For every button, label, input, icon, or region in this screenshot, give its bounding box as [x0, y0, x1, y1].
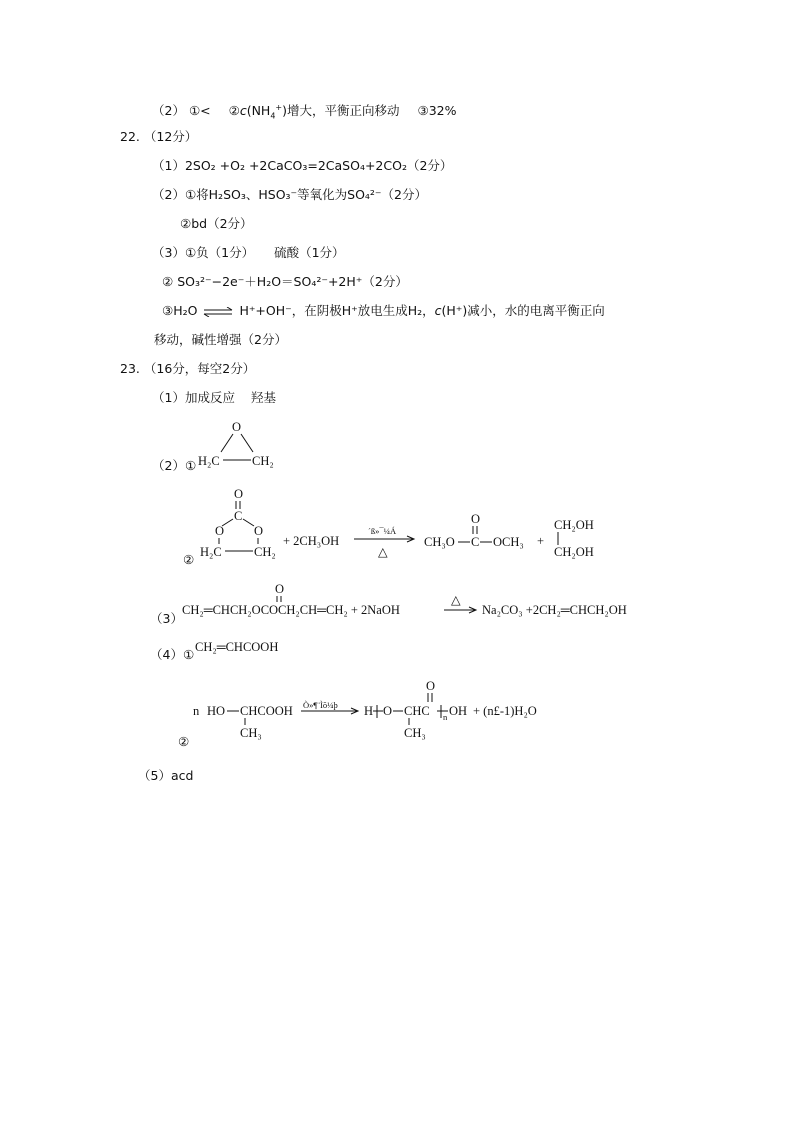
- q23-part2-label: （2）①: [152, 458, 197, 473]
- q23-part5: [138, 768, 193, 784]
- q22-header: [120, 129, 197, 145]
- q23-part1: [152, 390, 276, 406]
- ethylene-oxide-structure: [196, 420, 286, 478]
- q22-part3-1: [152, 245, 345, 261]
- atom-c: C: [471, 535, 480, 549]
- answer-3: ③32%: [417, 103, 457, 119]
- score-b: （1分）: [299, 245, 345, 260]
- answer-1: ①<: [188, 103, 211, 119]
- atom-o: O: [232, 420, 242, 434]
- q22-part3-3: [162, 303, 605, 319]
- question-number: 23.: [120, 361, 140, 376]
- catalyst-arrow: [352, 524, 417, 563]
- dimethyl-carbonate-structure: [424, 512, 534, 555]
- electrode-equation: SO₃²⁻−2e⁻＋H₂O＝SO₄²⁻+2H⁺: [177, 274, 363, 289]
- q23-header: [120, 361, 255, 377]
- atom-o-top: O: [234, 487, 244, 501]
- answer-prefix: ③H₂O: [162, 303, 198, 318]
- atom-o: O: [471, 512, 481, 526]
- answer-text-tail: (H⁺)减小，水的电离平衡正向: [441, 303, 605, 318]
- q22-part2-1: [152, 187, 427, 203]
- product-text: CH₂═CHCOOH: [195, 640, 279, 654]
- part-label: （1）: [152, 390, 185, 405]
- answer-text: H⁺+OH⁻，在阴极H⁺放电生成H₂，: [239, 303, 435, 318]
- concentration-symbol: c: [434, 303, 442, 318]
- coefficient-n: n: [193, 704, 200, 718]
- question-score: （12分）: [143, 129, 198, 144]
- water-text: + (n£-1)H₂O: [473, 704, 537, 718]
- answer-2-prefix: ②: [228, 103, 240, 119]
- part-label: （2）: [152, 103, 185, 119]
- answer-text: 移动，碱性增强（2分）: [154, 332, 287, 347]
- q23-part4-2-label: ②: [178, 734, 190, 749]
- methoxy-right: OCH₃: [493, 535, 524, 549]
- condition-text: Ò»¶¨Ìõ¼þ: [303, 700, 338, 710]
- equation: 2SO₂ +O₂ +2CaCO₃=2CaSO₄+2CO₂: [184, 158, 407, 173]
- q22-part3-3-continued: [154, 332, 287, 348]
- carbonyl-o: O: [426, 679, 436, 693]
- q22-part2-2: [180, 216, 253, 232]
- part-label: （2）: [152, 187, 185, 202]
- part-label: （5）: [138, 768, 171, 783]
- functional-group: 羟基: [250, 390, 276, 405]
- glycol-bottom: CH₂OH: [554, 545, 594, 559]
- q23-part4-label: （4）①: [150, 647, 195, 662]
- equilibrium-arrow-icon: [203, 307, 233, 317]
- reactants-text: CH₂═CHCH₂OCOCH₂CH═CH₂ + 2NaOH: [182, 603, 400, 617]
- concentration-symbol: c: [239, 103, 247, 119]
- atom-h2c: H₂C: [200, 545, 222, 559]
- atom-o-right: O: [254, 524, 264, 538]
- backbone: CHC: [404, 704, 430, 718]
- q23-part3-label: （3）: [150, 611, 183, 626]
- score: （2分）: [406, 158, 453, 173]
- reaction-type: 加成反应: [184, 390, 235, 405]
- answer-text: ①将H₂SO₃、HSO₃⁻等氧化为SO₄²⁻: [184, 187, 382, 202]
- lactic-acid-polycondensation: [193, 676, 593, 745]
- q22-part3-2: [162, 274, 408, 290]
- plus-text: +: [537, 534, 545, 548]
- answer-text-b: 硫酸: [274, 245, 300, 260]
- arrow-top-text: ´ß»¯¼Á: [368, 526, 397, 536]
- ammonium-ion: (NH: [246, 103, 271, 119]
- atom-ch2: CH₂: [254, 545, 276, 559]
- answer-text: acd: [170, 768, 194, 783]
- chain-text: CHCOOH: [240, 704, 293, 718]
- end-oh: OH: [449, 704, 468, 718]
- score: （2分）: [362, 274, 408, 289]
- reagent-text: + 2CH₃OH: [283, 534, 340, 548]
- methyl: CH₃: [240, 726, 262, 740]
- ammonium-subscript: 4: [270, 111, 276, 121]
- end-h: H: [364, 704, 374, 718]
- answer-text: ②bd: [180, 216, 208, 231]
- score: （2分）: [207, 216, 253, 231]
- ethylene-glycol-structure: [554, 516, 614, 563]
- score: （1分）: [208, 245, 255, 260]
- answer-text: ①负: [184, 245, 209, 260]
- glycol-top: CH₂OH: [554, 518, 594, 532]
- heat-symbol: △: [378, 545, 388, 559]
- question-number: 22.: [120, 129, 140, 144]
- atom-c: C: [234, 509, 243, 523]
- atom-ch2: CH₂: [252, 454, 274, 468]
- score: （2分）: [381, 187, 427, 202]
- question-score: （16分，每空2分）: [143, 361, 256, 376]
- methyl: CH₃: [404, 726, 426, 740]
- part-label: （3）: [152, 245, 185, 260]
- q22-part1: [152, 158, 452, 174]
- repeat-n: n: [443, 712, 448, 722]
- answer-prefix: ②: [162, 274, 174, 289]
- atom-o-left: O: [215, 524, 225, 538]
- q23-part2-2-label: ②: [183, 552, 195, 567]
- ammonium-charge: +: [275, 103, 283, 112]
- diallyl-carbonate-reaction: [182, 580, 662, 623]
- methanol-reagent: [283, 532, 353, 551]
- plus-sign: [537, 532, 551, 551]
- heat-symbol: △: [451, 593, 461, 607]
- answer-2-text: )增大，平衡正向移动: [282, 103, 400, 119]
- products-text: Na₂CO₃ +2CH₂═CHCH₂OH: [482, 603, 627, 617]
- carbonyl-o: O: [275, 582, 285, 596]
- ester-o: O: [383, 704, 393, 718]
- ethylene-carbonate-structure: [198, 486, 288, 569]
- methoxy-left: CH₃O: [424, 535, 455, 549]
- q21-part2-line: [152, 100, 456, 125]
- part-label: （1）: [152, 158, 185, 173]
- acrylic-acid-structure: [195, 637, 305, 658]
- atom-h2c: H₂C: [198, 454, 220, 468]
- hydroxyl: HO: [207, 704, 226, 718]
